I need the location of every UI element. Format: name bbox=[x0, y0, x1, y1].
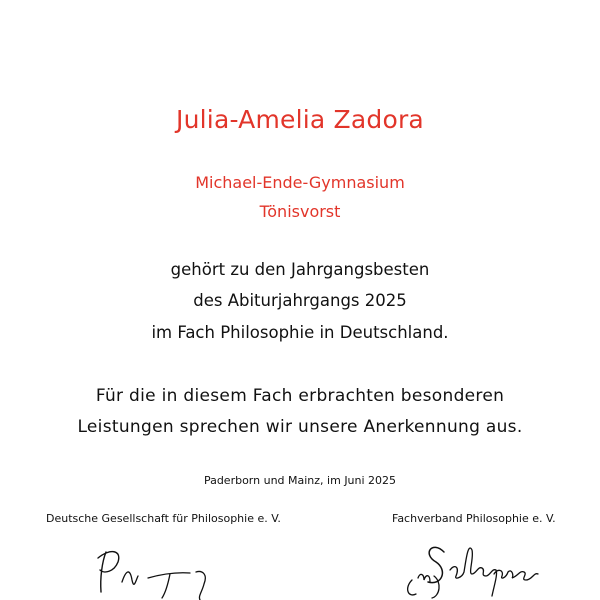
body-line: im Fach Philosophie in Deutschland. bbox=[151, 323, 449, 342]
recognition-line: Leistungen sprechen wir unsere Anerkennung aus. bbox=[77, 417, 523, 437]
school-name: Michael-Ende-Gymnasium bbox=[195, 173, 405, 192]
signature-right bbox=[402, 530, 542, 600]
body-line: des Abiturjahrgangs 2025 bbox=[193, 291, 407, 310]
recipient-name: Julia-Amelia Zadora bbox=[176, 105, 424, 134]
issuer-left: Deutsche Gesellschaft für Philosophie e. V. bbox=[46, 512, 281, 525]
issuer-right: Fachverband Philosophie e. V. bbox=[392, 512, 556, 525]
school-city: Tönisvorst bbox=[259, 202, 341, 221]
place-date: Paderborn und Mainz, im Juni 2025 bbox=[203, 474, 397, 487]
signature-left bbox=[92, 540, 222, 600]
body-line: gehört zu den Jahrgangsbesten bbox=[170, 260, 430, 279]
recognition-line: Für die in diesem Fach erbrachten besonderen bbox=[95, 386, 505, 406]
